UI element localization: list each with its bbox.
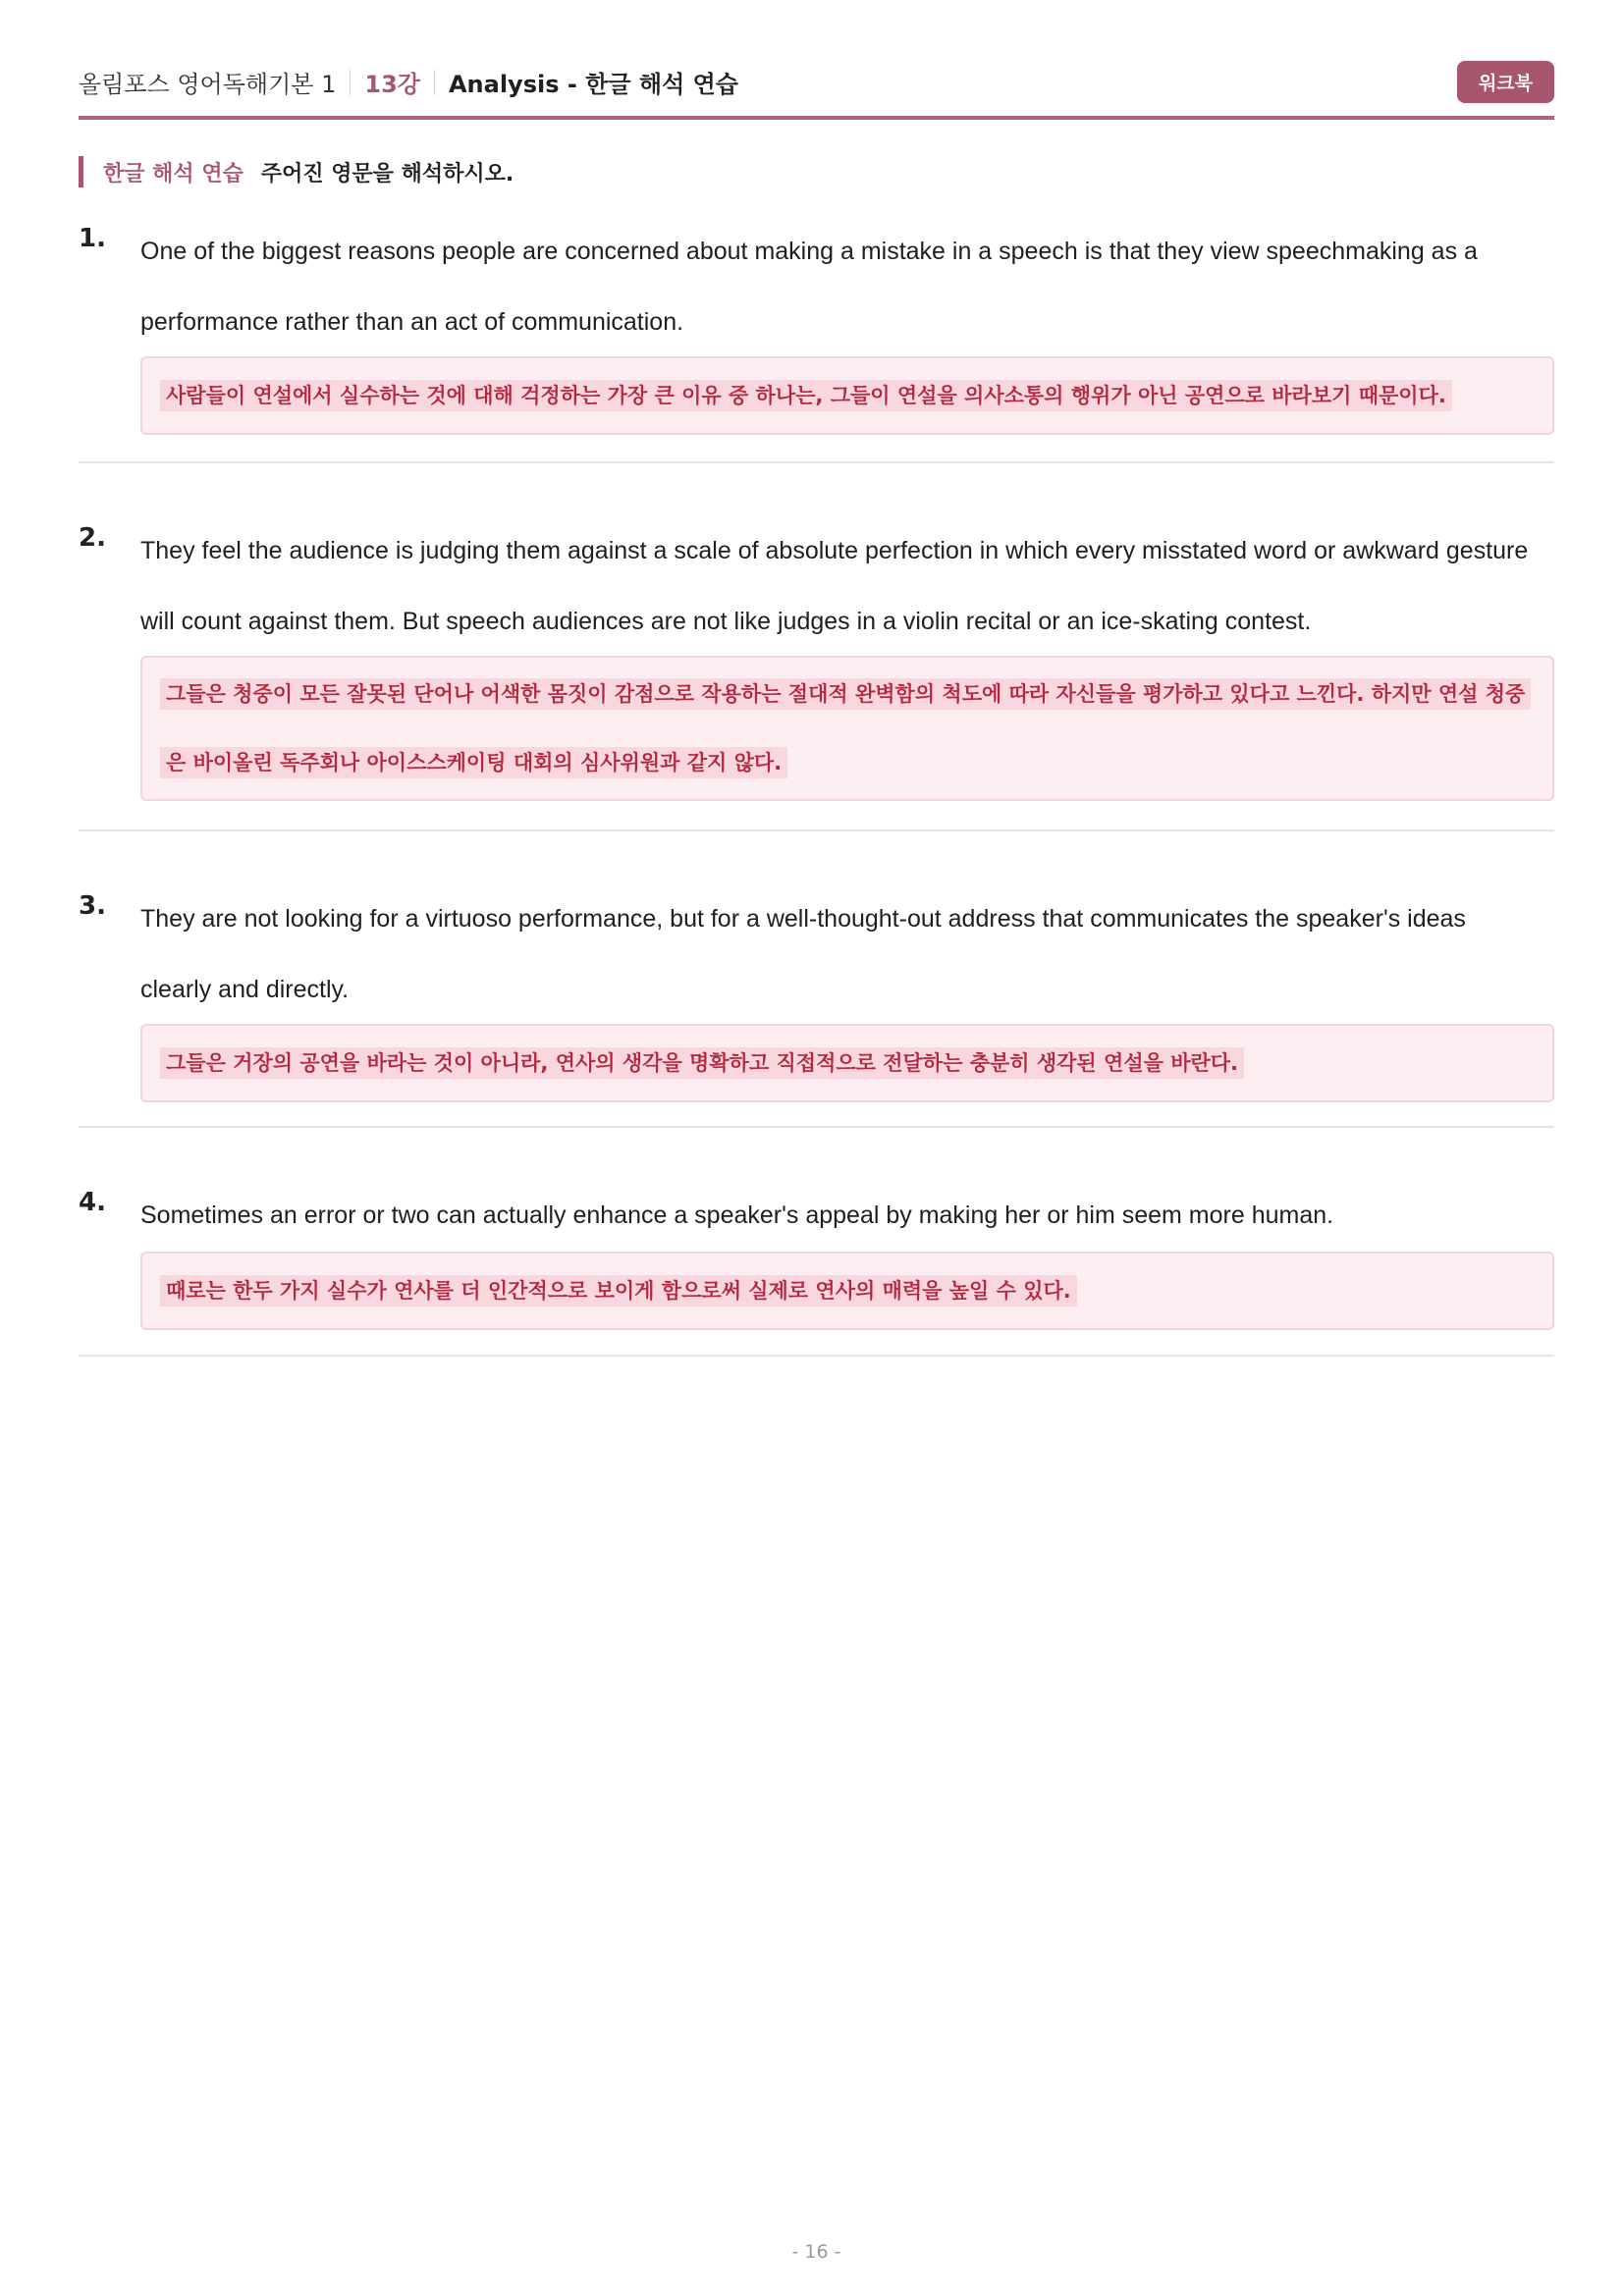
instruction-label: 한글 해석 연습 — [103, 161, 243, 187]
instruction-line — [79, 157, 514, 187]
answer-highlight: 사람들이 연설에서 실수하는 것에 대해 걱정하는 가장 큰 이유 중 하나는, 그들이 연설을 의사소통의 행위가 아닌 공연으로 바라보기 때문이다. — [160, 380, 1452, 411]
section-title: Analysis - 한글 해석 연습 — [448, 71, 738, 98]
workbook-page — [79, 0, 1554, 2296]
header-divider — [434, 70, 435, 95]
question-number: 1. — [79, 224, 106, 253]
answer-korean — [160, 660, 1535, 797]
question-english: Sometimes an error or two can actually enhance a speaker's appeal by making her or him seem more human. — [140, 1201, 1334, 1229]
question-english: They feel the audience is judging them against a scale of absolute perfection in which every misstated word or awkward gesture will count against them. But speech audiences are not like judges in a violin recital or an ice-skating contest. — [140, 537, 1529, 635]
workbook-badge: 워크북 — [1457, 61, 1554, 103]
page-header — [79, 61, 1554, 110]
question-divider — [79, 1355, 1554, 1357]
answer-korean — [160, 1041, 1535, 1085]
answer-box — [140, 656, 1554, 801]
answer-korean — [160, 1269, 1535, 1312]
header-rule — [79, 116, 1554, 120]
answer-korean — [160, 374, 1535, 417]
book-title: 올림포스 영어독해기본 1 — [79, 71, 337, 98]
answer-highlight: 그들은 거장의 공연을 바라는 것이 아니라, 연사의 생각을 명확하고 직접적으로 전달하는 충분히 생각된 연설을 바란다. — [160, 1047, 1244, 1079]
question-divider — [79, 1126, 1554, 1128]
instruction-text: 주어진 영문을 해석하시오. — [260, 161, 514, 187]
header-breadcrumb — [79, 65, 738, 99]
question-number: 3. — [79, 891, 106, 921]
question-english: They are not looking for a virtuoso performance, but for a well-thought-out address that communicates the speaker's ideas clearly and directly. — [140, 905, 1466, 1003]
header-divider — [350, 70, 351, 95]
answer-highlight: 그들은 청중이 모든 잘못된 단어나 어색한 몸짓이 감점으로 작용하는 절대적 완벽함의 척도에 따라 자신들을 평가하고 있다고 느낀다. 하지만 연설 청중은 바이올린 독주회나 아이스스케이팅 대회의 심사위원과 같지 않다. — [160, 678, 1531, 778]
answer-box — [140, 1024, 1554, 1102]
question-divider — [79, 461, 1554, 463]
page-number: - 16 - — [791, 2241, 841, 2263]
lesson-number: 13강 — [364, 71, 420, 98]
question-english: One of the biggest reasons people are concerned about making a mistake in a speech is that they view speechmaking as a performance rather than an act of communication. — [140, 238, 1478, 336]
question-divider — [79, 829, 1554, 831]
question-number: 4. — [79, 1188, 106, 1217]
answer-box — [140, 1252, 1554, 1330]
instruction-accent-bar — [79, 156, 83, 187]
answer-box — [140, 356, 1554, 435]
answer-highlight: 때로는 한두 가지 실수가 연사를 더 인간적으로 보이게 함으로써 실제로 연사의 매력을 높일 수 있다. — [160, 1275, 1077, 1307]
question-number: 2. — [79, 523, 106, 553]
